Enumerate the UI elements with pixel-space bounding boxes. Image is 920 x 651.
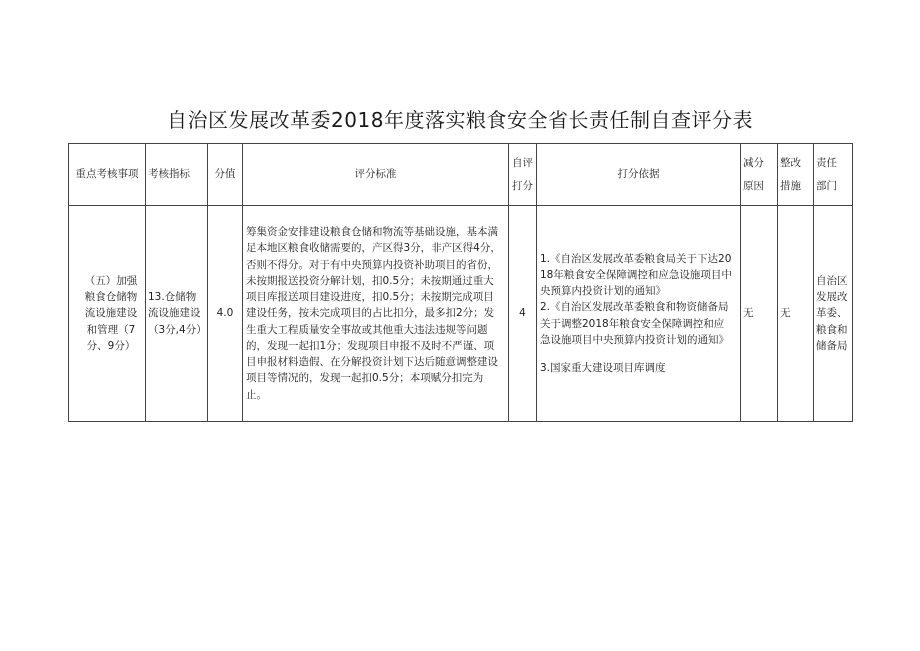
table-row xyxy=(69,206,853,422)
header-dept-line1: 责任 xyxy=(816,157,837,170)
cell-indicator xyxy=(146,206,208,422)
header-rectify-line2: 措施 xyxy=(780,179,801,192)
header-self-score-line1: 自评 xyxy=(512,157,533,170)
header-deduction-line2: 原因 xyxy=(743,179,764,192)
score-table xyxy=(68,143,853,422)
cell-responsible-dept: 自治区发展改革委、粮食和储备局 xyxy=(814,206,853,422)
cell-self-score: 4 xyxy=(509,206,537,422)
basis-item-3: 3.国家重大建设项目库调度 xyxy=(540,362,666,375)
header-indicator: 考核指标 xyxy=(146,144,208,206)
basis-spacer xyxy=(540,348,734,360)
header-dept-line2: 部门 xyxy=(816,179,837,192)
page-title: 自治区发展改革委2018年度落实粮食安全省长责任制自查评分表 xyxy=(167,108,753,132)
header-basis: 打分依据 xyxy=(537,144,741,206)
header-criteria: 评分标准 xyxy=(243,144,509,206)
cell-rectify-measures: 无 xyxy=(778,206,814,422)
header-rectify-line1: 整改 xyxy=(780,157,801,170)
header-key-item: 重点考核事项 xyxy=(69,144,146,206)
header-score: 分值 xyxy=(208,144,243,206)
cell-score: 4.0 xyxy=(208,206,243,422)
cell-key-item: （五）加强粮食仓储物流设施建设和管理（7分、9分） xyxy=(69,206,146,422)
cell-criteria: 筹集资金安排建设粮食仓储和物流等基础设施，基本满足本地区粮食收储需要的，产区得3分，非产区得4分，否则不得分。对于有中央预算内投资补助项目的省份，未按期报送投资分解计划，扣0.5分；未按期通过重大项目库报送项目建设进度，扣0.5分；未按期完成项目建设任务，按未完成项目的占比扣分，最多扣2分；发生重大工程质量安全事故或其他重大违法违规等问题的，发现一起扣1分；发现项目申报不及时不严谨、项目申报材料造假、在分解投资计划下达后随意调整建设项目等情况的，发现一起扣0.5分；本项赋分扣完为止。 xyxy=(243,206,509,422)
basis-item-1: 1.《自治区发展改革委粮食局关于下达2018年粮食安全保障调控和应急设施项目中央预算内投资计划的通知》 xyxy=(540,252,732,298)
header-deduction-reason xyxy=(741,144,778,206)
header-deduction-line1: 减分 xyxy=(743,157,764,170)
cell-indicator-name: 13.仓储物流设施建设 xyxy=(148,291,201,320)
header-self-score-line2: 打分 xyxy=(512,179,533,192)
header-self-score xyxy=(509,144,537,206)
cell-indicator-points: （3分,4分） xyxy=(148,323,207,336)
cell-basis xyxy=(537,206,741,422)
basis-item-2: 2.《自治区发展改革委粮食和物资储备局关于调整2018年粮食安全保障调控和应急设施项目中央预算内投资计划的通知》 xyxy=(540,301,729,346)
header-rectify-measures xyxy=(778,144,814,206)
header-responsible-dept xyxy=(814,144,853,206)
cell-deduction-reason: 无 xyxy=(741,206,778,422)
table-header-row xyxy=(69,144,853,206)
